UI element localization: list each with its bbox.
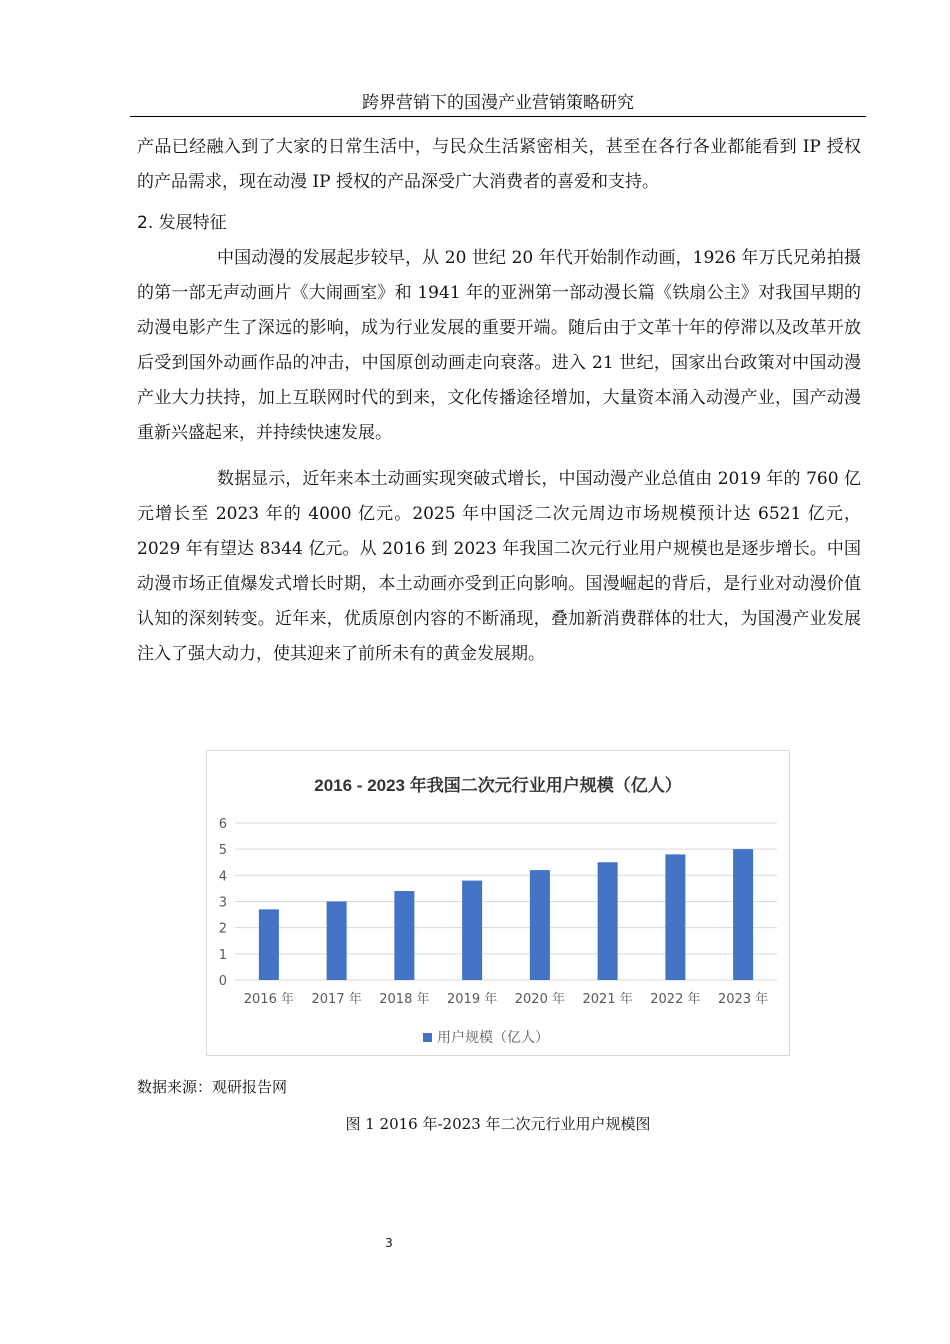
paragraph-statistics: 数据显示，近年来本土动画实现突破式增长，中国动漫产业总值由 2019 年的 760 亿元增长至 2023 年的 4000 亿元。2025 年中国泛二次元周边市场规模预计达 6521 亿元，2029 年有望达 8344 亿元。从 2016 到 2023 年我国二次元行业用户规模也是逐步增长。中国动漫市场正值爆发式增长时期，本土动画亦受到正向影响。国漫崛起的背后，是行业对动漫价值认知的深刻转变。近年来，优质原创内容的不断涌现，叠加新消费群体的壮大，为国漫产业发展注入了强大动力，使其迎来了前所未有的黄金发展期。: [137, 469, 861, 664]
bar-2019: [462, 881, 482, 980]
bar-2021: [598, 862, 618, 980]
y-tick-label: 5: [218, 843, 227, 859]
y-tick-label: 0: [218, 974, 227, 989]
y-tick-label: 1: [218, 947, 227, 963]
x-tick-label: 2019 年: [447, 992, 498, 1007]
x-tick-label: 2022 年: [650, 992, 701, 1007]
y-tick-label: 2: [218, 921, 227, 937]
paragraph-history: 中国动漫的发展起步较早，从 20 世纪 20 年代开始制作动画，1926 年万氏兄弟拍摄的第一部无声动画片《大闹画室》和 1941 年的亚洲第一部动漫长篇《铁扇公主》对我国早期的动漫电影产生了深远的影响，成为行业发展的重要开端。随后由于文革十年的停滞以及改革开放后受到国外动画作品的冲击，中国原创动画走向衰落。进入 21 世纪，国家出台政策对中国动漫产业大力扶持，加上互联网时代的到来，文化传播途径增加，大量资本涌入动漫产业，国产动漫重新兴盛起来，并持续快速发展。: [137, 248, 861, 443]
chart-legend: [423, 1029, 549, 1046]
page-number: 3: [385, 1236, 393, 1250]
section-heading: 2. 发展特征: [137, 213, 227, 233]
x-tick-label: 2020 年: [514, 992, 565, 1007]
user-scale-chart: [206, 750, 790, 1056]
intro-paragraph: 产品已经融入到了大家的日常生活中，与民众生活紧密相关，甚至在各行各业都能看到 IP 授权的产品需求，现在动漫 IP 授权的产品深受广大消费者的喜爱和支持。: [137, 137, 861, 192]
bar-2016: [259, 909, 279, 980]
legend-swatch: [423, 1033, 432, 1042]
bar-2023: [733, 849, 753, 980]
page-header: 跨界营销下的国漫产业营销策略研究: [130, 90, 866, 117]
x-tick-label: 2018 年: [379, 992, 430, 1007]
chart-title: 2016 - 2023 年我国二次元行业用户规模（亿人）: [314, 776, 682, 795]
bar-2020: [530, 870, 550, 980]
x-tick-label: 2023 年: [718, 992, 769, 1007]
y-tick-label: 4: [218, 869, 227, 885]
bar-2017: [327, 902, 347, 981]
bar-2022: [665, 854, 685, 980]
legend-label: 用户规模（亿人）: [437, 1030, 549, 1046]
figure-caption: 图 1 2016 年-2023 年二次元行业用户规模图: [345, 1115, 651, 1133]
x-tick-label: 2021 年: [582, 992, 633, 1007]
y-tick-label: 3: [218, 895, 227, 911]
x-tick-label: 2017 年: [311, 992, 362, 1007]
data-source: 数据来源：观研报告网: [137, 1078, 288, 1096]
y-tick-label: 6: [218, 817, 227, 832]
x-tick-label: 2016 年: [243, 992, 294, 1007]
chart-svg: [207, 751, 789, 1055]
bar-2018: [394, 891, 414, 980]
